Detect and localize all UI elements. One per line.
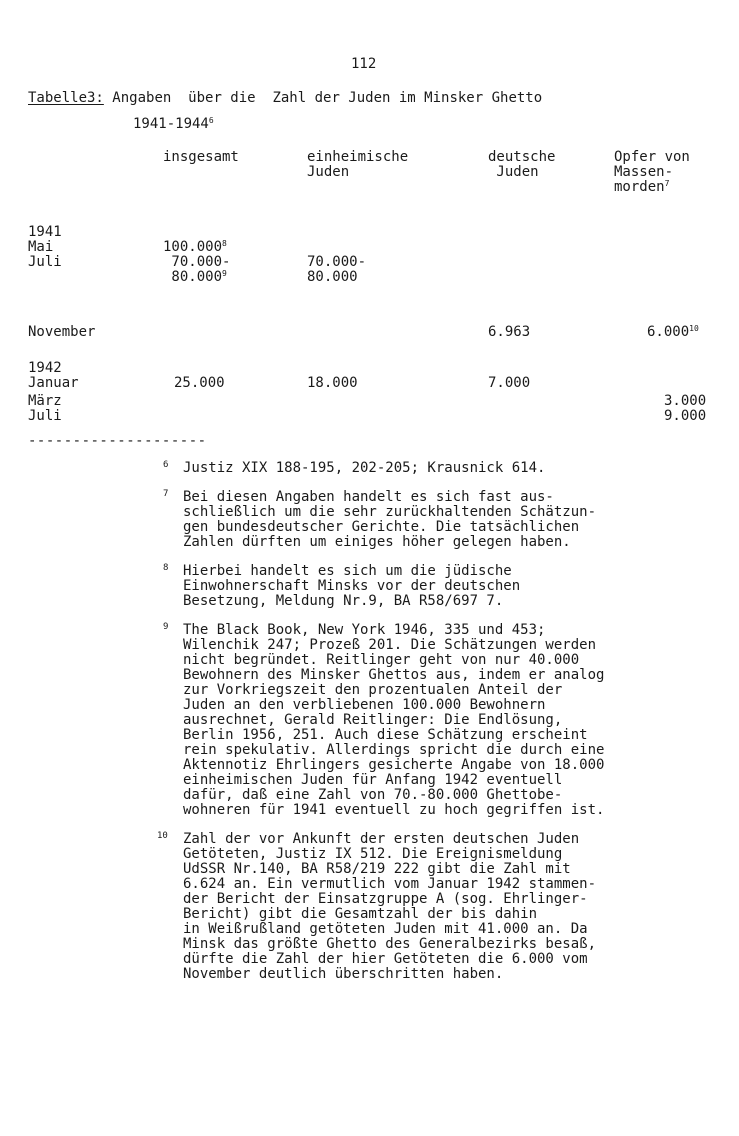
cell-nov-german: 6.963 (488, 324, 531, 340)
col-header-total: insgesamt (163, 149, 239, 165)
row-label-juli-1942: Juli (28, 408, 62, 424)
table-title (28, 91, 542, 106)
footnotes (157, 460, 723, 996)
row-label-maerz: März (28, 393, 62, 409)
footnote-10 (157, 831, 723, 982)
cell-value: 100.000 (163, 239, 223, 255)
footnote-mark: 6 (163, 460, 169, 470)
footnote-ref: 8 (222, 239, 227, 248)
col-header-german: deutsche Juden (488, 149, 556, 180)
col-header-victims (614, 150, 690, 195)
cell-nov-victims (647, 325, 699, 340)
year-1941: 1941 (28, 224, 62, 240)
col-header-victims-text: Opfer von Massen- morden (614, 149, 690, 195)
table-title-text: Angaben über die Zahl der Juden im Minsker Ghetto (112, 90, 543, 106)
cell-juli-total-a: 70.000- (163, 254, 231, 270)
footnote-mark: 7 (163, 489, 169, 499)
table-subtitle (133, 117, 214, 132)
table-label: Tabelle3: (28, 90, 104, 106)
row-label-november: November (28, 324, 96, 340)
footnote-ref: 7 (664, 179, 670, 188)
cell-jan-total: 25.000 (174, 375, 225, 391)
cell-value: 80.000 (163, 269, 223, 285)
footnote-7 (163, 490, 723, 550)
footnote-mark: 10 (157, 831, 168, 841)
footnote-8 (163, 564, 723, 609)
cell-value: 6.000 (647, 324, 690, 340)
cell-jan-native: 18.000 (307, 375, 358, 391)
col-header-native: einheimische Juden (307, 149, 409, 180)
cell-juli42-victims: 9.000 (664, 408, 707, 424)
footnote-text: Justiz XIX 188-195, 202-205; Krausnick 614. (183, 460, 546, 476)
page-number: 112 (351, 56, 377, 72)
footnote-mark: 9 (163, 622, 169, 632)
footnote-6 (163, 461, 723, 476)
footnote-mark: 8 (163, 563, 169, 573)
footnote-ref: 10 (689, 324, 699, 333)
footnote-ref: 6 (208, 116, 214, 125)
cell-jan-german: 7.000 (488, 375, 531, 391)
footnote-text: The Black Book, New York 1946, 335 und 453; Wilenchik 247; Prozeß 201. Die Schätzungen werden nicht begründet. Reitlinger geht von nur 40.000 Bewohnern des Minsker Ghettos aus, indem er analog zur Vorkriegszeit den prozentualen Anteil der Juden an den verbliebenen 100.000 Bewohnern ausrechnet, Gerald Reitlinger: Die Endlösung, Berlin 1956, 251. Auch diese Schätzung erscheint rein spekulativ. Allerdings spricht die durch eine Aktennotiz Ehrlingers gesicherte Angabe von 18.000 einheimischen Juden für Anfang 1942 eventuell dafür, daß eine Zahl von 70.-80.000 Ghettobe- wohneren für 1941 eventuell zu hoch gegriffen ist. (183, 622, 605, 818)
subtitle-years: 1941-1944 (133, 116, 209, 132)
footnote-separator: -------------------- (28, 433, 207, 449)
footnote-text: Bei diesen Angaben handelt es sich fast aus- schließlich um die sehr zurückhaltenden Schätzun- gen bundesdeutscher Gerichte. Die tatsächlichen Zahlen dürften um einiges höher gelegen haben. (183, 489, 597, 550)
cell-mai-total (163, 240, 227, 255)
footnote-text: Hierbei handelt es sich um die jüdische Einwohnerschaft Minsks vor der deutschen Besetzung, Meldung Nr.9, BA R58/697 7. (183, 563, 521, 609)
cell-maerz-victims: 3.000 (664, 393, 707, 409)
row-label-juli-1941: Juli (28, 254, 62, 270)
row-label-januar: Januar (28, 375, 79, 391)
cell-juli-native: 70.000- 80.000 (307, 254, 367, 285)
footnote-9 (163, 623, 723, 818)
cell-juli-total-b (163, 270, 227, 285)
footnote-text: Zahl der vor Ankunft der ersten deutschen Juden Getöteten, Justiz IX 512. Die Ereignismeldung UdSSR Nr.140, BA R58/219 222 gibt die Zahl mit 6.624 an. Ein vermutlich vom Januar 1942 stammen- der Bericht der Einsatzgruppe A (sog. Ehrlinger- Bericht) gibt die Gesamtzahl der bis dahin in Weißrußland getöteten Juden mit 41.000 an. Da Minsk das größte Ghetto des Generalbezirks besaß, dürfte die Zahl der hier Getöteten die 6.000 vom November deutlich überschritten haben. (183, 831, 597, 982)
footnote-ref: 9 (222, 269, 227, 278)
year-1942: 1942 (28, 360, 62, 376)
row-label-mai: Mai (28, 239, 54, 255)
